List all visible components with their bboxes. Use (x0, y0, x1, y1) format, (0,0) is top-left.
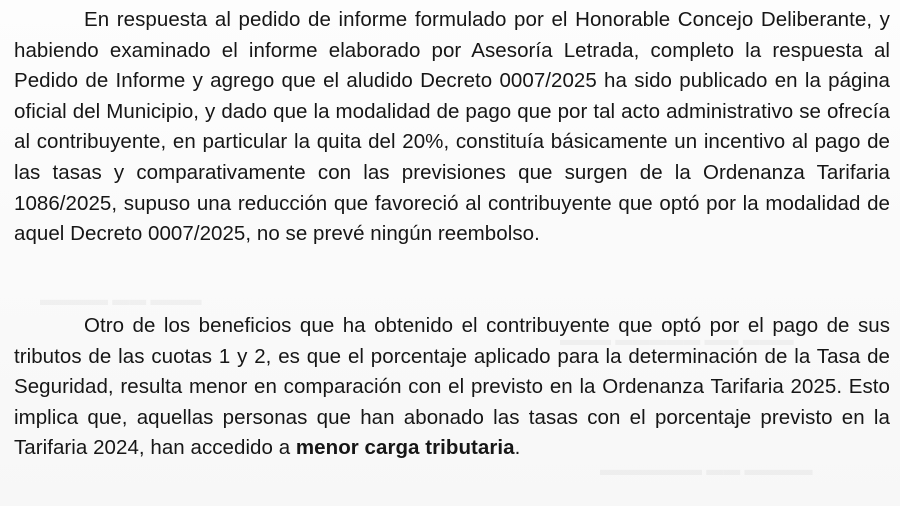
bleed-through-texture (40, 290, 202, 310)
paragraph-other-benefits (14, 311, 890, 464)
paragraph-other-benefits-text: Otro de los beneficios que ha obtenido el contribuyente que optó por el pago de sus tributos de las cuotas 1 y 2, es que el porcentaje aplicado para la determinación de la Tasa de Seguridad, resulta menor en comparación con el previsto en la Ordenanza Tarifaria 2025. Esto implica que, aquellas personas que han abonado las tasas con el porcentaje previsto en la Tarifaria 2024, han accedido a (14, 314, 890, 460)
bold-phrase-menor-carga: menor carga tributaria (295, 436, 515, 460)
paragraph-period: . (514, 436, 521, 460)
paragraph-informe-response: En respuesta al pedido de informe formulado por el Honorable Concejo Deliberante, y habiendo examinado el informe elaborado por Asesoría Letrada, completo la respuesta al Pedido de Informe y agrego que el aludido Decreto 0007/2025 ha sido publicado en la página oficial del Municipio, y dado que la modalidad de pago que por tal acto administrativo se ofrecía al contribuyente, en particular la quita del 20%, constituía básicamente un incentivo al pago de las tasas y comparativamente con las previsiones que surgen de la Ordenanza Tarifaria 1086/2025, supuso una reducción que favoreció al contribuyente que optó por la modalidad de aquel Decreto 0007/2025, no se prevé ningún reembolso. (14, 8, 890, 246)
